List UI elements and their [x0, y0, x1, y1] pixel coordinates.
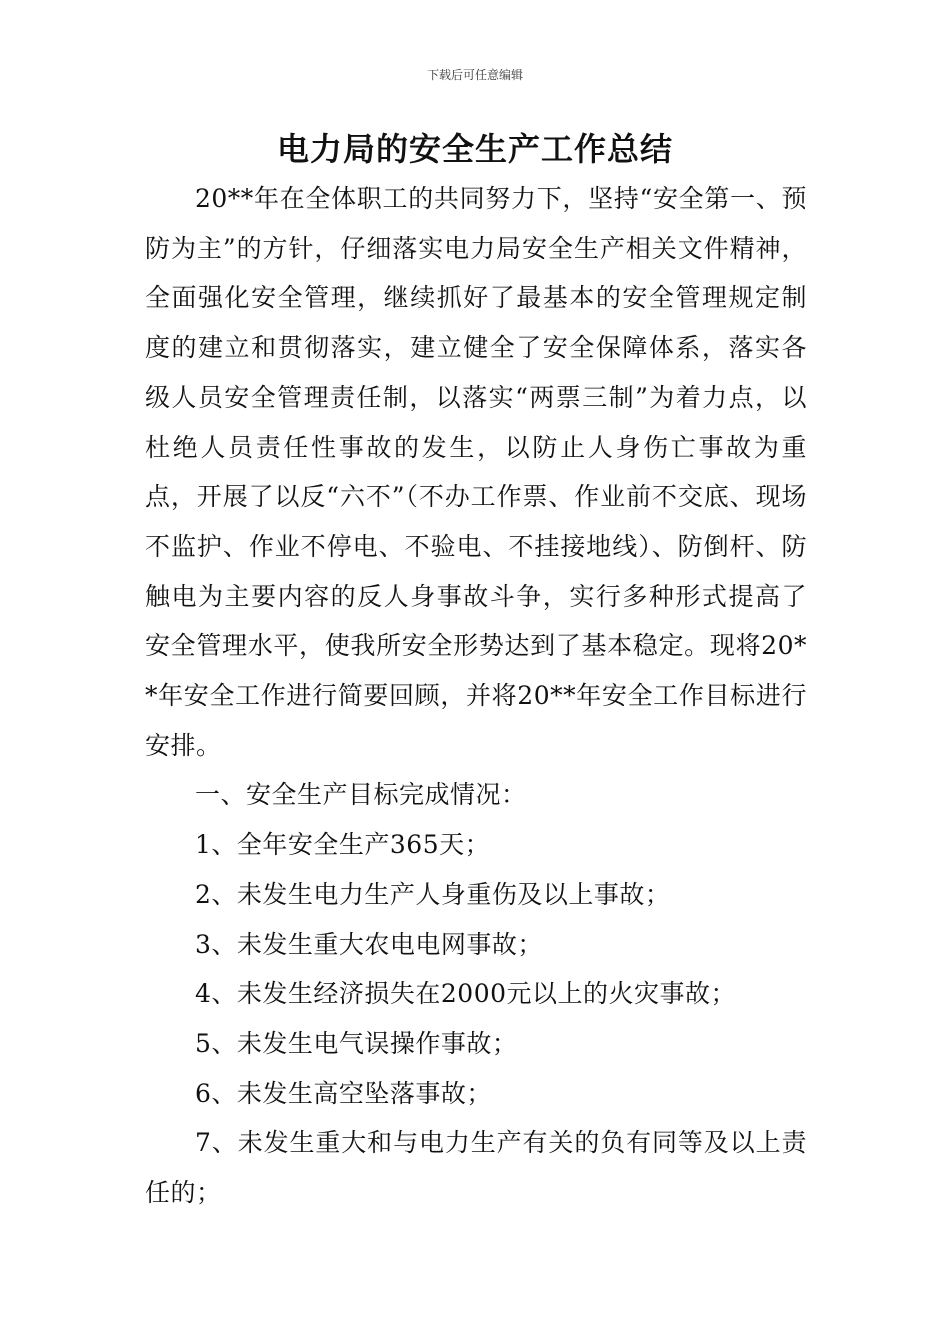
- list-item: 6、未发生高空坠落事故；: [195, 1078, 492, 1108]
- list-item: 5、未发生电气误操作事故；: [195, 1028, 518, 1058]
- list-item: 2、未发生电力生产人身重伤及以上事故；: [195, 879, 671, 909]
- list-item: 1、全年安全生产365天；: [195, 830, 491, 860]
- list-item: 4、未发生经济损失在2000元以上的火灾事故；: [195, 979, 737, 1009]
- list-item: 7、未发生重大和与电力生产有关的负有同等及以上责任的；: [145, 1128, 807, 1208]
- document-title: 电力局的安全生产工作总结: [276, 130, 673, 168]
- document-body: [145, 174, 807, 1218]
- header-note: 下载后可任意编辑: [426, 68, 523, 82]
- list-item: 3、未发生重大农电电网事故；: [195, 929, 543, 959]
- section-heading: 一、安全生产目标完成情况：: [195, 780, 527, 810]
- intro-paragraph: 20**年在全体职工的共同努力下，坚持“安全第一、预防为主”的方针，仔细落实电力局安全生产相关文件精神，全面强化安全管理，继续抓好了最基本的安全管理规定制度的建立和贯彻落实，建立健全了安全保障体系，落实各级人员安全管理责任制，以落实“两票三制”为着力点，以杜绝人员责任性事故的发生，以防止人身伤亡事故为重点，开展了以反“六不”（不办工作票、作业前不交底、现场不监护、作业不停电、不验电、不挂接地线）、防倒杆、防触电为主要内容的反人身事故斗争，实行多种形式提高了安全管理水平，使我所安全形势达到了基本稳定。现将20**年安全工作进行简要回顾，并将20**年安全工作目标进行安排。: [145, 184, 807, 760]
